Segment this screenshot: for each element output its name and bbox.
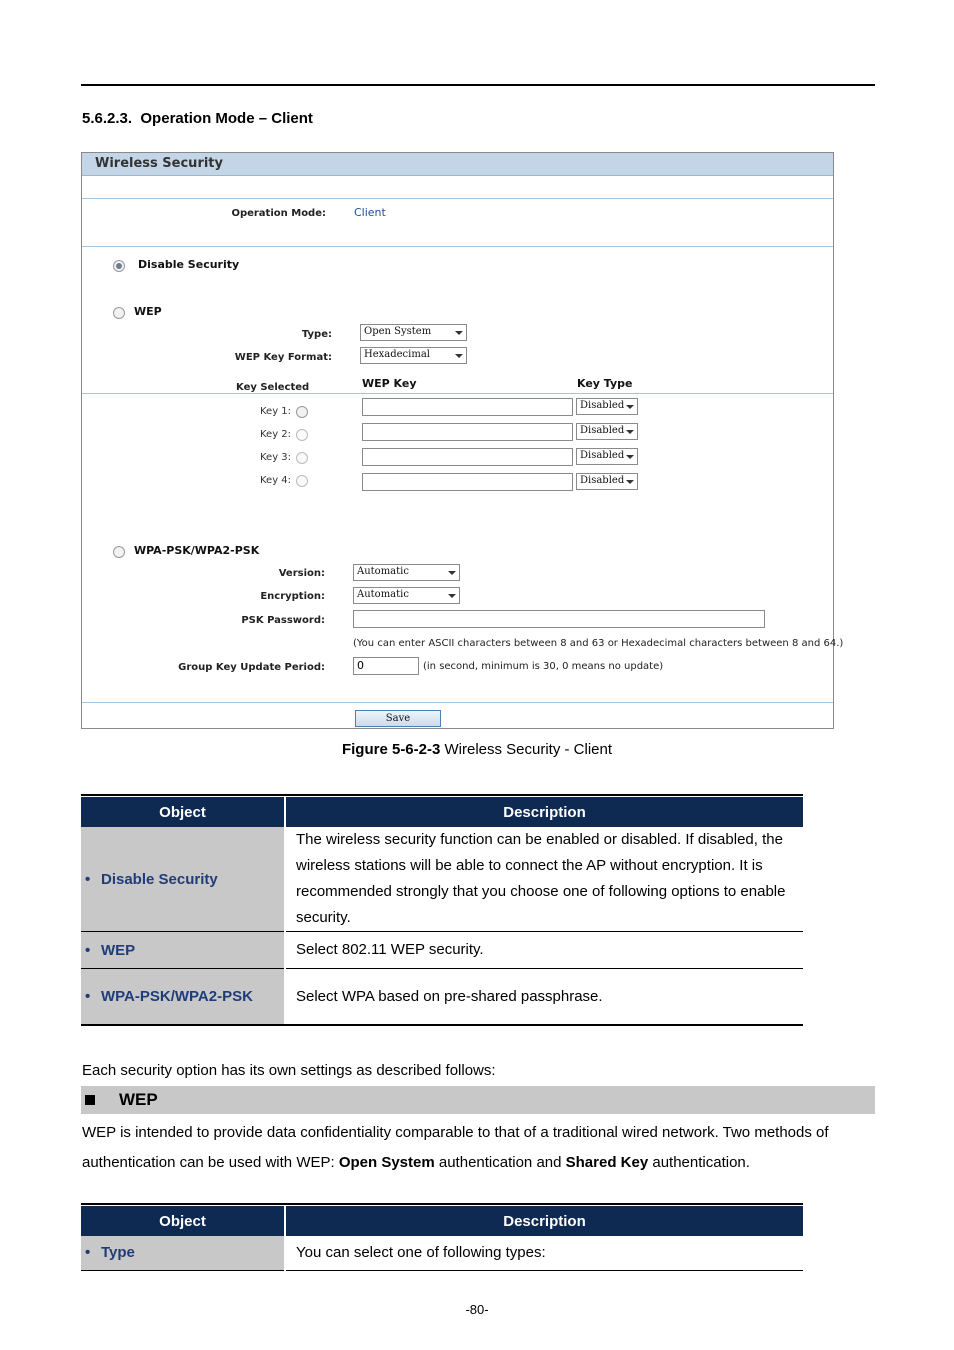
open-system-term: Open System [338,1154,435,1171]
object-cell [81,969,285,1025]
chevron-down-icon [626,455,634,459]
divider [82,393,833,394]
bullet: • [85,988,91,1005]
save-button[interactable]: Save [355,710,441,727]
object-column-header: Object [81,1206,285,1236]
wep-label: WEP [134,305,162,318]
wep-paragraph-text: WEP is intended to provide data confidentiality comparable to that of a traditional wired network. Two methods of authentication can be used with WEP: [82,1124,829,1171]
figure-number: Figure 5-6-2-3 [341,741,441,758]
wireless-security-panel [81,152,844,729]
encryption-select-value: Automatic [357,589,409,600]
table-row [81,1236,803,1270]
object-name: WPA-PSK/WPA2-PSK [101,988,253,1005]
version-select-value: Automatic [357,566,409,577]
key-4-radio[interactable] [296,475,308,487]
wep-key-2-input[interactable] [362,423,573,441]
version-label: Version: [278,568,325,579]
type-select[interactable] [360,324,467,341]
chevron-down-icon [455,331,463,335]
disable-security-radio[interactable] [113,260,125,272]
panel-header [82,153,833,176]
divider [82,246,833,247]
psk-password-label: PSK Password: [241,615,325,626]
wep-paragraph-text: authentication. [648,1154,750,1171]
wep-key-format-value: Hexadecimal [364,349,431,360]
chevron-down-icon [626,430,634,434]
header-rule [81,84,875,86]
square-bullet-icon [85,1095,95,1105]
wep-paragraph-text: authentication and [434,1154,566,1171]
section-title [82,110,313,127]
encryption-label: Encryption: [260,591,325,602]
key-1-type-value: Disabled [580,400,625,411]
version-select[interactable] [353,564,460,581]
object-name: WEP [101,941,136,959]
wep-object-table [81,1206,803,1271]
key-2-type-value: Disabled [580,425,625,436]
table-top-rule [81,1203,803,1205]
chevron-down-icon [626,405,634,409]
wep-paragraph [82,1118,876,1178]
figure-caption-text: Wireless Security - Client [440,741,613,758]
divider [82,702,833,703]
chevron-down-icon [448,594,456,598]
object-column-header: Object [81,797,285,827]
description-cell: You can select one of following types: [285,1236,803,1270]
wpa-psk-label: WPA-PSK/WPA2-PSK [134,544,260,557]
type-label: Type: [301,329,332,340]
group-key-input-value: 0 [357,659,364,672]
type-select-value: Open System [364,326,432,337]
key-2-radio[interactable] [296,429,308,441]
key-1-radio[interactable] [296,406,308,418]
intro-paragraph: Each security option has its own settings as described follows: [82,1062,496,1079]
object-cell [81,827,285,932]
key-1-label: Key 1: [260,406,292,417]
group-key-hint: (in second, minimum is 30, 0 means no update) [423,661,664,672]
object-cell [81,932,285,969]
group-key-label: Group Key Update Period: [178,662,325,673]
object-name: Disable Security [101,870,218,888]
key-3-type-select[interactable] [576,448,638,465]
section-number: 5.6.2.3. [82,110,133,127]
object-description-table [81,797,803,1025]
panel-header-title: Wireless Security [95,156,223,171]
description-column-header: Description [285,797,803,827]
chevron-down-icon [455,354,463,358]
group-key-input[interactable] [353,657,419,675]
object-name: Type [101,1244,135,1262]
bullet: • [85,941,91,959]
divider [82,198,833,199]
table-row [81,827,803,932]
bullet: • [85,1244,91,1262]
table-row [81,932,803,969]
section-title-text: Operation Mode – Client [140,110,313,127]
encryption-select[interactable] [353,587,460,604]
shared-key-term: Shared Key [565,1154,649,1171]
key-selected-label: Key Selected [236,382,310,393]
wep-key-1-input[interactable] [362,398,573,416]
description-cell: Select WPA based on pre-shared passphrase. [285,969,803,1025]
wep-key-4-input[interactable] [362,473,573,491]
table-top-rule [81,794,803,796]
wep-key-3-input[interactable] [362,448,573,466]
description-cell: The wireless security function can be enabled or disabled. If disabled, the wireless stations will be able to connect the AP without encryption. It is recommended strongly that you choose one of following options to enable security. [285,827,803,932]
key-1-type-select[interactable] [576,398,638,415]
description-column-header: Description [285,1206,803,1236]
table-header-row [81,797,803,827]
chevron-down-icon [626,480,634,484]
operation-mode-value: Client [354,206,386,219]
wep-heading-text: WEP [119,1090,158,1109]
table-row [81,969,803,1025]
psk-password-input[interactable] [353,610,765,628]
operation-mode-label: Operation Mode: [231,208,326,219]
wpa-psk-radio[interactable] [113,546,125,558]
figure-caption [0,741,954,758]
disable-security-label: Disable Security [138,258,240,271]
bullet: • [85,870,91,888]
key-3-label: Key 3: [260,452,292,463]
psk-hint: (You can enter ASCII characters between 8 and 63 or Hexadecimal characters between 8 and 64.) [353,638,844,649]
key-3-radio[interactable] [296,452,308,464]
wep-key-format-select[interactable] [360,347,467,364]
wep-key-column-header: WEP Key [362,377,417,390]
key-4-type-value: Disabled [580,475,625,486]
wep-key-format-label: WEP Key Format: [234,352,332,363]
page-number: -80- [465,1302,489,1317]
wep-radio[interactable] [113,307,125,319]
table-bottom-rule [81,1024,803,1026]
key-4-type-select[interactable] [576,473,638,490]
key-type-column-header: Key Type [577,377,633,390]
object-cell [81,1236,285,1270]
table-header-row [81,1206,803,1236]
key-3-type-value: Disabled [580,450,625,461]
key-2-type-select[interactable] [576,423,638,440]
key-2-label: Key 2: [260,429,292,440]
description-cell: Select 802.11 WEP security. [285,932,803,969]
wep-section-heading [81,1086,875,1114]
key-4-label: Key 4: [260,475,292,486]
chevron-down-icon [448,571,456,575]
